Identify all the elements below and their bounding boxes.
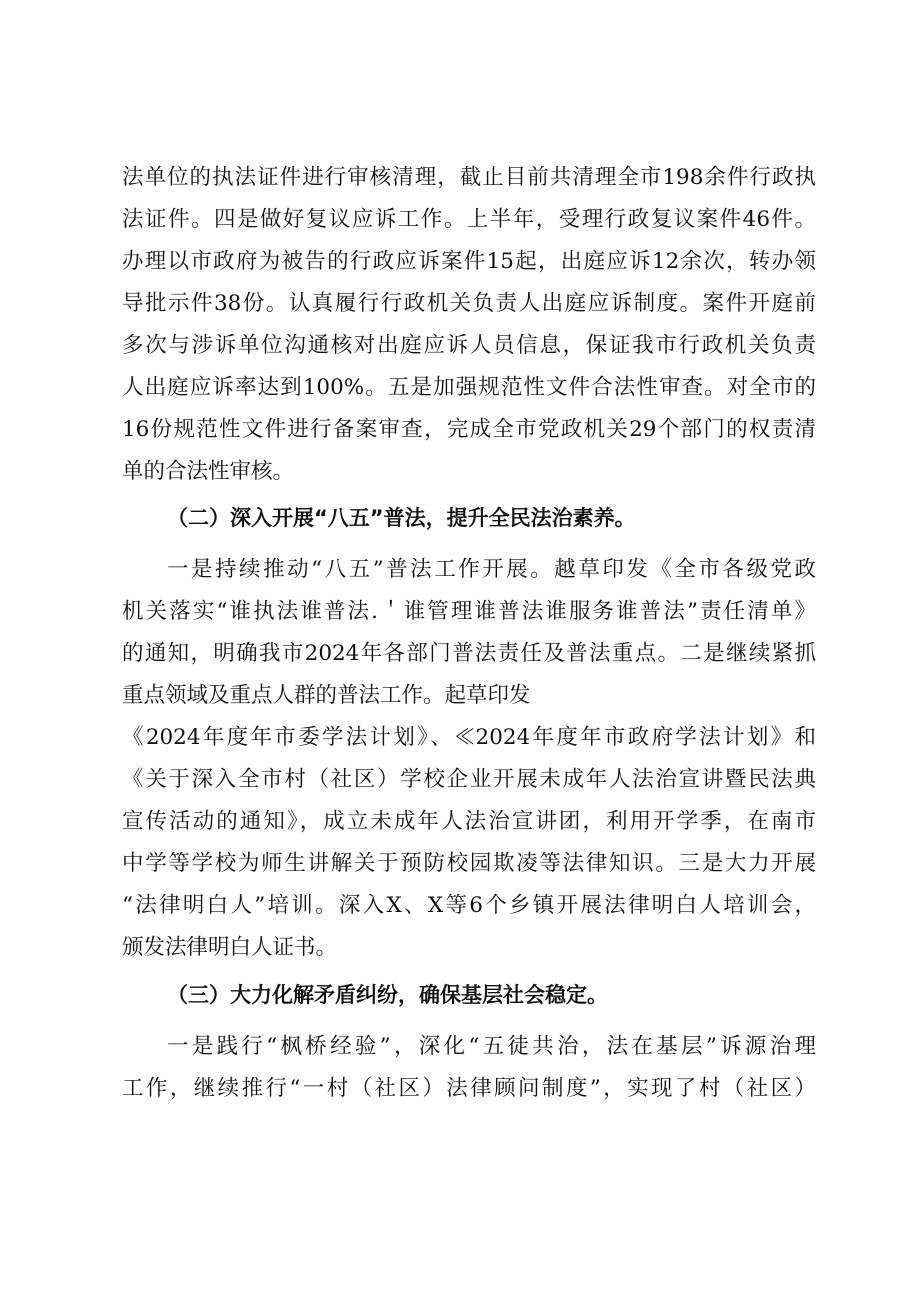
section-heading-3: （三）大力化解矛盾纠纷，确保基层社会稳定。 — [167, 983, 608, 1007]
paragraph-first-line: 一是持续推动“八五”普法工作开展。越草印发《全市各级党政 — [167, 557, 816, 582]
body-line: 《关于深入全市村（社区）学校企业开展未成年人法治宣讲暨民法典 — [122, 767, 816, 792]
body-line: “法律明白人”培训。深入X、X等6个乡镇开展法律明白人培训会， — [122, 893, 816, 918]
body-line: 颁发法律明白人证书。 — [122, 935, 338, 960]
body-line: 导批示件38份。认真履行行政机关负责人出庭应诉制度。案件开庭前 — [122, 291, 816, 316]
body-line: 重点领域及重点人群的普法工作。起草印发 — [122, 683, 531, 708]
body-line: 单的合法性审核。 — [122, 459, 295, 484]
body-line: 人出庭应诉率达到100%。五是加强规范性文件合法性审查。对全市的 — [122, 375, 816, 400]
body-line: 法证件。四是做好复议应诉工作。上半年，受理行政复议案件46件。 — [122, 207, 816, 232]
body-line: 《2024年度年市委学法计划》、≪2024年度年市政府学法计划》和 — [122, 725, 816, 750]
body-line: 办理以市政府为被告的行政应诉案件15起，出庭应诉12余次，转办领 — [122, 249, 816, 274]
paragraph-first-line: 一是践行“枫桥经验”，深化“五徒共治，法在基层”诉源治理 — [167, 1034, 816, 1059]
body-line: 机关落实“谁执法谁普法.＇谁管理谁普法谁服务谁普法”责任清单》 — [122, 599, 816, 624]
body-line: 法单位的执法证件进行审核清理，截止目前共清理全市198余件行政执 — [122, 165, 816, 190]
body-line: 多次与涉诉单位沟通核对出庭应诉人员信息，保证我市行政机关负责 — [122, 333, 816, 358]
body-line: 16份规范性文件进行备案审查，完成全市党政机关29个部门的权责清 — [122, 417, 816, 442]
section-heading-2: （二）深入开展“八五”普法，提升全民法治素养。 — [167, 506, 636, 530]
body-line: 工作，继续推行“一村（社区）法律顾问制度”，实现了村（社区） — [122, 1076, 816, 1101]
body-line: 中学等学校为师生讲解关于预防校园欺凌等法律知识。三是大力开展 — [122, 851, 816, 876]
body-line: 宣传活动的通知》，成立未成年人法治宣讲团，利用开学季，在南市 — [122, 809, 816, 834]
body-line: 的通知，明确我市2024年各部门普法责任及普法重点。二是继续紧抓 — [122, 641, 816, 666]
